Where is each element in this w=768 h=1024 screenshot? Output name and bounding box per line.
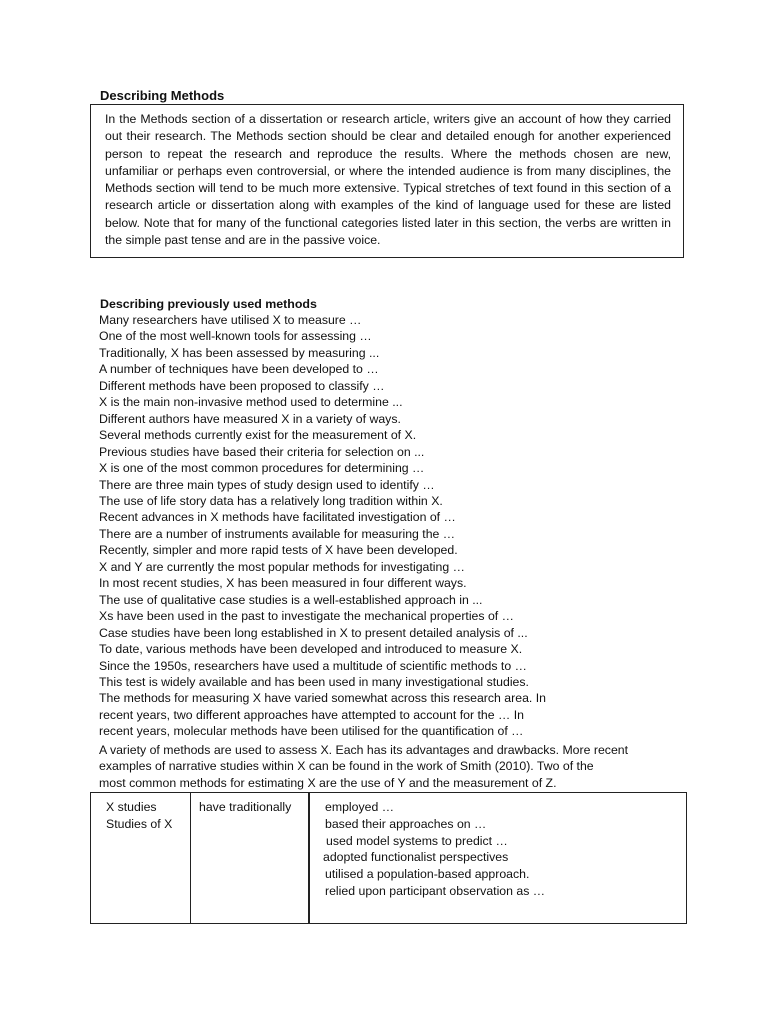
phrase-item: To date, various methods have been developed and introduced to measure X. xyxy=(99,642,523,657)
phrase-item: recent years, two different approaches have attempted to account for the … In xyxy=(99,707,524,722)
phrase-item: Several methods currently exist for the measurement of X. xyxy=(99,428,417,443)
closing-line: most common methods for estimating X are the use of Y and the measurement of Z. xyxy=(99,775,557,790)
phrase-item: The use of qualitative case studies is a well-established approach in ... xyxy=(99,592,483,607)
table-cell-verb: have traditionally xyxy=(199,800,292,814)
phrase-item: There are a number of instruments available for measuring the … xyxy=(99,526,456,541)
phrase-item: There are three main types of study design used to identify … xyxy=(99,477,435,492)
phrase-item: X is one of the most common procedures for determining … xyxy=(99,461,425,476)
table-cell-completion: adopted functionalist perspectives xyxy=(323,850,509,865)
closing-line: examples of narrative studies within X can be found in the work of Smith (2010). Two of the xyxy=(99,759,594,774)
phrase-item: The methods for measuring X have varied somewhat across this research area. In xyxy=(99,691,546,706)
phrase-item: X and Y are currently the most popular methods for investigating … xyxy=(99,559,465,574)
table-cell-completion: employed … xyxy=(325,800,395,814)
closing-paragraph xyxy=(99,742,659,791)
table-cell-completion: used model systems to predict … xyxy=(326,833,508,848)
phrase-item: Case studies have been long established in X to present detailed analysis of ... xyxy=(99,625,528,640)
phrase-item: A number of techniques have been developed to … xyxy=(99,362,379,377)
phrase-table xyxy=(90,792,687,924)
table-column-verb xyxy=(191,793,310,923)
phrase-item: Different methods have been proposed to classify … xyxy=(99,378,385,393)
intro-box xyxy=(90,104,684,258)
phrase-item: Many researchers have utilised X to measure … xyxy=(99,313,362,327)
table-column-subjects xyxy=(91,793,191,923)
phrase-item: Xs have been used in the past to investigate the mechanical properties of … xyxy=(99,609,514,624)
phrase-item: This test is widely available and has been used in many investigational studies. xyxy=(99,674,529,689)
section-title: Describing previously used methods xyxy=(100,297,317,311)
phrase-item: Different authors have measured X in a variety of ways. xyxy=(99,411,401,426)
phrase-item: In most recent studies, X has been measured in four different ways. xyxy=(99,576,467,591)
phrase-item: Recently, simpler and more rapid tests of X have been developed. xyxy=(99,543,458,558)
phrase-item: recent years, molecular methods have been utilised for the quantification of … xyxy=(99,724,524,739)
closing-line: A variety of methods are used to assess X. Each has its advantages and drawbacks. More recent xyxy=(99,743,629,757)
phrase-item: Previous studies have based their criteria for selection on ... xyxy=(99,444,425,459)
intro-paragraph: In the Methods section of a dissertation or research article, writers give an account of how they carried out their research. The Methods section should be clear and detailed enough for another experienced person to repeat the research and reproduce the results. Where the methods chosen are new, unfamiliar or perhaps even controversial, or where the intended audience is from many disciplines, the Methods section will tend to be much more extensive. Typical stretches of text found in this section of a research article or dissertation along with examples of the kind of language used for these are listed below. Note that for many of the functional categories listed later in this section, the verbs are written in the simple past tense and are in the passive voice. xyxy=(105,112,671,248)
phrase-item: X is the main non-invasive method used to determine ... xyxy=(99,395,403,410)
phrase-item: Traditionally, X has been assessed by measuring ... xyxy=(99,345,380,360)
table-cell-completion: utilised a population-based approach. xyxy=(325,867,530,882)
table-cell-completion: relied upon participant observation as … xyxy=(325,883,546,898)
phrase-item: Recent advances in X methods have facilitated investigation of … xyxy=(99,510,456,525)
phrase-item: Since the 1950s, researchers have used a multitude of scientific methods to … xyxy=(99,658,527,673)
phrase-item: One of the most well-known tools for assessing … xyxy=(99,329,372,344)
table-column-completions xyxy=(310,793,686,923)
table-cell-subject: X studies xyxy=(106,800,157,814)
table-cell-completion: based their approaches on … xyxy=(325,816,487,831)
page-title: Describing Methods xyxy=(100,88,225,103)
phrase-item: The use of life story data has a relatively long tradition within X. xyxy=(99,493,443,508)
table-cell-subject: Studies of X xyxy=(106,816,173,831)
phrase-list xyxy=(99,312,659,740)
